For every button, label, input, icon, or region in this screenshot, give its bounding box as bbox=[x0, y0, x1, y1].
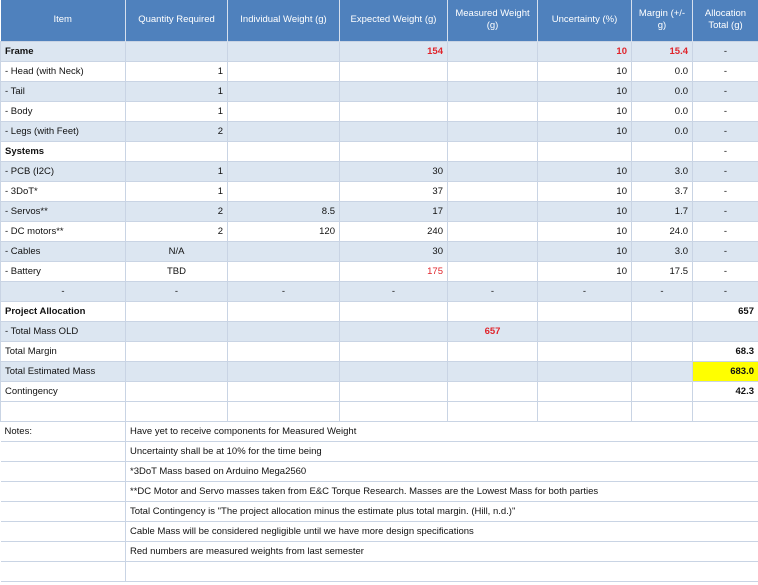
cell-uncertainty[interactable] bbox=[538, 381, 632, 401]
cell-quantity[interactable] bbox=[126, 301, 228, 321]
table-row bbox=[1, 361, 758, 381]
cell-allocation-total[interactable]: - bbox=[693, 161, 758, 181]
table-row bbox=[1, 341, 758, 361]
table-row bbox=[1, 181, 758, 201]
cell-item[interactable]: - Tail bbox=[1, 81, 126, 101]
cell-item[interactable]: - Head (with Neck) bbox=[1, 61, 126, 81]
cell-margin[interactable] bbox=[632, 381, 693, 401]
table-row bbox=[1, 121, 758, 141]
cell-uncertainty[interactable]: 10 bbox=[538, 261, 632, 281]
table-row bbox=[1, 301, 758, 321]
cell-allocation-total[interactable]: 68.3 bbox=[693, 341, 758, 361]
cell-uncertainty[interactable]: 10 bbox=[538, 181, 632, 201]
cell-expected-weight[interactable] bbox=[340, 381, 448, 401]
cell-allocation-total[interactable]: - bbox=[693, 181, 758, 201]
cell-allocation-total[interactable]: - bbox=[693, 281, 758, 301]
notes-label-cell[interactable] bbox=[1, 501, 126, 521]
cell-uncertainty[interactable]: 10 bbox=[538, 101, 632, 121]
cell-quantity[interactable]: 2 bbox=[126, 121, 228, 141]
cell-margin[interactable] bbox=[632, 341, 693, 361]
cell-item[interactable]: Total Margin bbox=[1, 341, 126, 361]
cell-quantity[interactable] bbox=[126, 341, 228, 361]
cell-uncertainty[interactable]: - bbox=[538, 281, 632, 301]
cell-uncertainty[interactable] bbox=[538, 361, 632, 381]
cell-quantity[interactable]: 1 bbox=[126, 181, 228, 201]
note-text[interactable]: **DC Motor and Servo masses taken from E&C Torque Research. Masses are the Lowest Mass for both parties bbox=[126, 481, 758, 501]
header-row bbox=[1, 0, 758, 41]
cell-item[interactable]: - Servos** bbox=[1, 201, 126, 221]
cell-allocation-total[interactable]: - bbox=[693, 81, 758, 101]
notes-label-cell[interactable] bbox=[1, 521, 126, 541]
cell-measured-weight[interactable] bbox=[448, 221, 538, 241]
cell-measured-weight[interactable] bbox=[448, 121, 538, 141]
cell-allocation-total[interactable]: - bbox=[693, 61, 758, 81]
table-row bbox=[1, 261, 758, 281]
table-row bbox=[1, 401, 758, 421]
cell-uncertainty[interactable] bbox=[538, 401, 632, 421]
header-uncertainty[interactable]: Uncertainty (%) bbox=[538, 0, 632, 41]
cell-uncertainty[interactable]: 10 bbox=[538, 81, 632, 101]
cell-individual-weight[interactable] bbox=[228, 61, 340, 81]
cell-item[interactable]: - Cables bbox=[1, 241, 126, 261]
note-text[interactable]: Red numbers are measured weights from last semester bbox=[126, 541, 758, 561]
notes-label-cell[interactable] bbox=[1, 461, 126, 481]
notes-row bbox=[1, 461, 758, 481]
cell-margin[interactable]: 1.7 bbox=[632, 201, 693, 221]
table-row bbox=[1, 61, 758, 81]
cell-expected-weight[interactable]: 240 bbox=[340, 221, 448, 241]
header-measured-weight[interactable]: Measured Weight (g) bbox=[448, 0, 538, 41]
cell-measured-weight[interactable] bbox=[448, 141, 538, 161]
cell-quantity[interactable]: 1 bbox=[126, 61, 228, 81]
cell-uncertainty[interactable]: 10 bbox=[538, 61, 632, 81]
table-row bbox=[1, 81, 758, 101]
cell-quantity[interactable] bbox=[126, 41, 228, 61]
cell-individual-weight[interactable] bbox=[228, 161, 340, 181]
cell-individual-weight[interactable] bbox=[228, 141, 340, 161]
cell-uncertainty[interactable]: 10 bbox=[538, 201, 632, 221]
cell-allocation-total[interactable]: - bbox=[693, 121, 758, 141]
table-row bbox=[1, 321, 758, 341]
cell-measured-weight[interactable]: - bbox=[448, 281, 538, 301]
cell-quantity[interactable]: - bbox=[126, 281, 228, 301]
cell-quantity[interactable]: 2 bbox=[126, 221, 228, 241]
cell-item[interactable] bbox=[1, 401, 126, 421]
cell-measured-weight[interactable] bbox=[448, 181, 538, 201]
cell-item[interactable]: Project Allocation bbox=[1, 301, 126, 321]
table-row bbox=[1, 241, 758, 261]
cell-uncertainty[interactable]: 10 bbox=[538, 161, 632, 181]
cell-allocation-total[interactable] bbox=[693, 401, 758, 421]
notes-row bbox=[1, 501, 758, 521]
notes-row bbox=[1, 521, 758, 541]
cell-individual-weight[interactable] bbox=[228, 241, 340, 261]
cell-expected-weight[interactable] bbox=[340, 141, 448, 161]
cell-quantity[interactable]: 2 bbox=[126, 201, 228, 221]
cell-expected-weight[interactable] bbox=[340, 321, 448, 341]
cell-allocation-total[interactable]: - bbox=[693, 241, 758, 261]
notes-label-cell[interactable] bbox=[1, 541, 126, 561]
cell-uncertainty[interactable] bbox=[538, 341, 632, 361]
table-row bbox=[1, 41, 758, 61]
cell-expected-weight[interactable]: 30 bbox=[340, 161, 448, 181]
cell-measured-weight[interactable] bbox=[448, 401, 538, 421]
cell-measured-weight[interactable] bbox=[448, 201, 538, 221]
cell-individual-weight[interactable] bbox=[228, 361, 340, 381]
cell-individual-weight[interactable]: - bbox=[228, 281, 340, 301]
cell-allocation-total[interactable]: - bbox=[693, 201, 758, 221]
cell-uncertainty[interactable]: 10 bbox=[538, 241, 632, 261]
header-item[interactable]: Item bbox=[1, 0, 126, 41]
cell-uncertainty[interactable]: 10 bbox=[538, 41, 632, 61]
cell-quantity[interactable]: TBD bbox=[126, 261, 228, 281]
cell-margin[interactable]: - bbox=[632, 281, 693, 301]
cell-margin[interactable]: 0.0 bbox=[632, 101, 693, 121]
cell-expected-weight[interactable]: 30 bbox=[340, 241, 448, 261]
cell-allocation-total[interactable]: 42.3 bbox=[693, 381, 758, 401]
cell-measured-weight[interactable] bbox=[448, 241, 538, 261]
cell-quantity[interactable] bbox=[126, 401, 228, 421]
cell-item[interactable]: - Legs (with Feet) bbox=[1, 121, 126, 141]
cell-measured-weight[interactable] bbox=[448, 161, 538, 181]
notes-label[interactable]: Notes: bbox=[1, 421, 126, 441]
cell-item[interactable]: - Battery bbox=[1, 261, 126, 281]
cell-measured-weight[interactable] bbox=[448, 101, 538, 121]
notes-row bbox=[1, 481, 758, 501]
cell-quantity[interactable] bbox=[126, 381, 228, 401]
cell-margin[interactable]: 0.0 bbox=[632, 121, 693, 141]
header-allocation-total[interactable]: Allocation Total (g) bbox=[693, 0, 758, 41]
cell-item[interactable]: - bbox=[1, 281, 126, 301]
cell-uncertainty[interactable]: 10 bbox=[538, 121, 632, 141]
cell-individual-weight[interactable] bbox=[228, 121, 340, 141]
note-text[interactable] bbox=[126, 561, 758, 581]
cell-expected-weight[interactable] bbox=[340, 61, 448, 81]
notes-label-cell[interactable] bbox=[1, 481, 126, 501]
cell-allocation-total[interactable]: - bbox=[693, 41, 758, 61]
cell-individual-weight[interactable] bbox=[228, 381, 340, 401]
cell-margin[interactable]: 3.0 bbox=[632, 241, 693, 261]
cell-margin[interactable]: 3.7 bbox=[632, 181, 693, 201]
notes-row bbox=[1, 541, 758, 561]
cell-expected-weight[interactable]: 17 bbox=[340, 201, 448, 221]
notes-row bbox=[1, 421, 758, 441]
cell-uncertainty[interactable] bbox=[538, 321, 632, 341]
cell-expected-weight[interactable]: 175 bbox=[340, 261, 448, 281]
cell-allocation-total[interactable]: - bbox=[693, 261, 758, 281]
cell-item[interactable]: Contingency bbox=[1, 381, 126, 401]
cell-item[interactable]: Total Estimated Mass bbox=[1, 361, 126, 381]
cell-margin[interactable]: 24.0 bbox=[632, 221, 693, 241]
cell-allocation-total[interactable]: - bbox=[693, 221, 758, 241]
cell-individual-weight[interactable] bbox=[228, 401, 340, 421]
cell-uncertainty[interactable] bbox=[538, 301, 632, 321]
cell-expected-weight[interactable] bbox=[340, 121, 448, 141]
table-row bbox=[1, 201, 758, 221]
cell-quantity[interactable] bbox=[126, 141, 228, 161]
notes-row bbox=[1, 441, 758, 461]
header-individual-weight[interactable]: Individual Weight (g) bbox=[228, 0, 340, 41]
cell-allocation-total[interactable]: 657 bbox=[693, 301, 758, 321]
note-text[interactable]: Uncertainty shall be at 10% for the time being bbox=[126, 441, 758, 461]
header-margin[interactable]: Margin (+/- g) bbox=[632, 0, 693, 41]
cell-individual-weight[interactable] bbox=[228, 321, 340, 341]
cell-item[interactable]: Systems bbox=[1, 141, 126, 161]
cell-individual-weight[interactable] bbox=[228, 41, 340, 61]
cell-margin[interactable]: 15.4 bbox=[632, 41, 693, 61]
cell-quantity[interactable]: 1 bbox=[126, 101, 228, 121]
cell-measured-weight[interactable] bbox=[448, 341, 538, 361]
table-row bbox=[1, 281, 758, 301]
note-text[interactable]: Have yet to receive components for Measured Weight bbox=[126, 421, 758, 441]
cell-individual-weight[interactable]: 8.5 bbox=[228, 201, 340, 221]
cell-allocation-total[interactable] bbox=[693, 321, 758, 341]
cell-expected-weight[interactable] bbox=[340, 361, 448, 381]
cell-individual-weight[interactable] bbox=[228, 301, 340, 321]
cell-measured-weight[interactable] bbox=[448, 261, 538, 281]
cell-measured-weight[interactable] bbox=[448, 381, 538, 401]
note-text[interactable]: Total Contingency is "The project allocation minus the estimate plus total margin. (Hill, n.d.)" bbox=[126, 501, 758, 521]
cell-individual-weight[interactable] bbox=[228, 81, 340, 101]
cell-margin[interactable]: 3.0 bbox=[632, 161, 693, 181]
cell-measured-weight[interactable] bbox=[448, 81, 538, 101]
cell-individual-weight[interactable]: 120 bbox=[228, 221, 340, 241]
cell-margin[interactable]: 0.0 bbox=[632, 81, 693, 101]
cell-margin[interactable] bbox=[632, 141, 693, 161]
cell-allocation-total[interactable]: - bbox=[693, 141, 758, 161]
table-row bbox=[1, 101, 758, 121]
cell-margin[interactable] bbox=[632, 301, 693, 321]
cell-item[interactable]: - 3DoT* bbox=[1, 181, 126, 201]
cell-margin[interactable] bbox=[632, 321, 693, 341]
note-text[interactable]: Cable Mass will be considered negligible until we have more design specifications bbox=[126, 521, 758, 541]
cell-item[interactable]: - Total Mass OLD bbox=[1, 321, 126, 341]
cell-allocation-total[interactable]: 683.0 bbox=[693, 361, 758, 381]
notes-label-cell[interactable] bbox=[1, 561, 126, 581]
cell-measured-weight[interactable] bbox=[448, 301, 538, 321]
cell-margin[interactable] bbox=[632, 401, 693, 421]
table-row bbox=[1, 381, 758, 401]
cell-expected-weight[interactable] bbox=[340, 301, 448, 321]
cell-measured-weight[interactable] bbox=[448, 41, 538, 61]
cell-expected-weight[interactable] bbox=[340, 101, 448, 121]
cell-margin[interactable]: 17.5 bbox=[632, 261, 693, 281]
header-quantity[interactable]: Quantity Required bbox=[126, 0, 228, 41]
cell-expected-weight[interactable] bbox=[340, 401, 448, 421]
cell-quantity[interactable]: 1 bbox=[126, 81, 228, 101]
cell-quantity[interactable]: 1 bbox=[126, 161, 228, 181]
cell-allocation-total[interactable]: - bbox=[693, 101, 758, 121]
cell-expected-weight[interactable]: 154 bbox=[340, 41, 448, 61]
cell-individual-weight[interactable] bbox=[228, 101, 340, 121]
cell-individual-weight[interactable] bbox=[228, 181, 340, 201]
cell-expected-weight[interactable]: - bbox=[340, 281, 448, 301]
cell-uncertainty[interactable] bbox=[538, 141, 632, 161]
cell-margin[interactable]: 0.0 bbox=[632, 61, 693, 81]
notes-row bbox=[1, 561, 758, 581]
cell-item[interactable]: - Body bbox=[1, 101, 126, 121]
cell-measured-weight[interactable] bbox=[448, 361, 538, 381]
cell-measured-weight[interactable] bbox=[448, 61, 538, 81]
table-row bbox=[1, 161, 758, 181]
cell-quantity[interactable] bbox=[126, 321, 228, 341]
cell-individual-weight[interactable] bbox=[228, 261, 340, 281]
cell-expected-weight[interactable]: 37 bbox=[340, 181, 448, 201]
cell-individual-weight[interactable] bbox=[228, 341, 340, 361]
notes-label-cell[interactable] bbox=[1, 441, 126, 461]
cell-quantity[interactable] bbox=[126, 361, 228, 381]
note-text[interactable]: *3DoT Mass based on Arduino Mega2560 bbox=[126, 461, 758, 481]
cell-margin[interactable] bbox=[632, 361, 693, 381]
cell-uncertainty[interactable]: 10 bbox=[538, 221, 632, 241]
cell-expected-weight[interactable] bbox=[340, 341, 448, 361]
table-row bbox=[1, 141, 758, 161]
header-expected-weight[interactable]: Expected Weight (g) bbox=[340, 0, 448, 41]
cell-item[interactable]: - DC motors** bbox=[1, 221, 126, 241]
cell-item[interactable]: - PCB (I2C) bbox=[1, 161, 126, 181]
cell-expected-weight[interactable] bbox=[340, 81, 448, 101]
cell-measured-weight[interactable]: 657 bbox=[448, 321, 538, 341]
cell-item[interactable]: Frame bbox=[1, 41, 126, 61]
table-row bbox=[1, 221, 758, 241]
cell-quantity[interactable]: N/A bbox=[126, 241, 228, 261]
